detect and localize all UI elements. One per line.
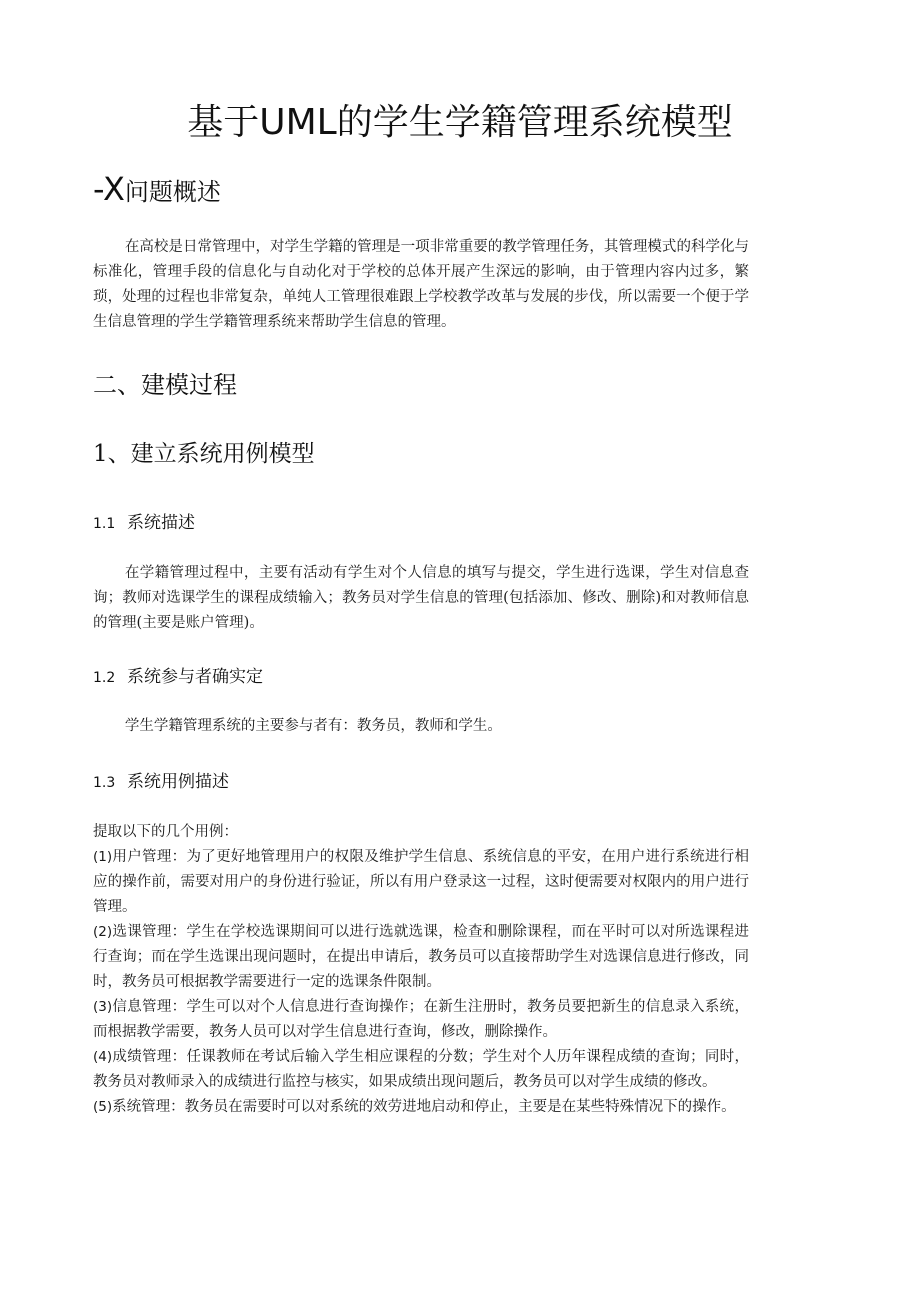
subsection-1-heading: 1、建立系统用例模型 <box>93 441 315 467</box>
section-2-heading: 二、建模过程 <box>93 371 237 399</box>
use-case-number: (1) <box>93 849 113 865</box>
use-case-text: 选课管理：学生在学校选课期间可以进行选就选课，检查和删除课程，而在平时可以对所选课程进行查询；而在学生选课出现问题时，在提出申请后，教务员可以直接帮助学生对选课信息进行修改，同时，教务员可根据教学需要进行一定的选课条件限制。 <box>93 924 749 990</box>
use-case-number: (5) <box>93 1099 113 1115</box>
use-case-item <box>93 1045 749 1095</box>
subsection-1-3-heading <box>93 769 229 796</box>
use-case-text: 系统管理：教务员在需要时可以对系统的效劳进地启动和停止，主要是在某些特殊情况下的操作。 <box>112 1099 736 1115</box>
section-1-heading <box>93 172 221 209</box>
subsection-1-2-title: 系统参与者确实定 <box>127 667 263 687</box>
subsection-1-1-paragraph: 在学籍管理过程中，主要有活动有学生对个人信息的填写与提交，学生进行选课，学生对信息查询；教师对选课学生的课程成绩输入；教务员对学生信息的管理(包括添加、修改、删除)和对教师信息的管理(主要是账户管理)。 <box>93 565 749 631</box>
use-case-number: (4) <box>93 1049 113 1065</box>
use-case-number: (3) <box>93 999 113 1015</box>
use-case-item <box>93 995 749 1045</box>
section-1-prefix: -X <box>93 170 125 208</box>
use-case-intro: 提取以下的几个用例： <box>93 824 238 840</box>
use-case-item <box>93 1095 749 1120</box>
use-case-text: 成绩管理：任课教师在考试后输入学生相应课程的分数；学生对个人历年课程成绩的查询；同时，教务员对教师录入的成绩进行监控与核实，如果成绩出现问题后，教务员可以对学生成绩的修改。 <box>93 1049 749 1090</box>
subsection-1-2-heading <box>93 664 263 691</box>
subsection-1-1-number: 1.1 <box>93 516 116 532</box>
subsection-1-1-title: 系统描述 <box>127 513 195 533</box>
subsection-1-3-number: 1.3 <box>93 775 116 791</box>
subsection-1-2-number: 1.2 <box>93 670 116 686</box>
use-case-list <box>93 820 749 1120</box>
subsection-1-2-paragraph: 学生学籍管理系统的主要参与者有：教务员，教师和学生。 <box>124 718 502 734</box>
section-1-title: 问题概述 <box>124 178 221 206</box>
use-case-number: (2) <box>93 924 113 940</box>
subsection-1-3-title: 系统用例描述 <box>127 772 229 792</box>
use-case-item <box>93 920 749 995</box>
subsection-1-1-heading <box>93 510 195 537</box>
section-1-paragraph: 在高校是日常管理中，对学生学籍的管理是一项非常重要的教学管理任务，其管理模式的科学化与标准化，管理手段的信息化与自动化对于学校的总体开展产生深远的影响，由于管理内容内过多，繁琐，处理的过程也非常复杂，单纯人工管理很难跟上学校教学改革与发展的步伐，所以需要一个便于学生信息管理的学生学籍管理系统来帮助学生信息的管理。 <box>93 239 749 330</box>
document-title: 基于UML的学生学籍管理系统模型 <box>187 102 733 143</box>
use-case-text: 信息管理：学生可以对个人信息进行查询操作；在新生注册时，教务员要把新生的信息录入系统，而根据教学需要，教务人员可以对学生信息进行查询，修改，删除操作。 <box>93 999 749 1040</box>
use-case-item <box>93 845 749 920</box>
use-case-text: 用户管理：为了更好地管理用户的权限及维护学生信息、系统信息的平安，在用户进行系统进行相应的操作前，需要对用户的身份进行验证，所以有用户登录这一过程，这时便需要对权限内的用户进行管理。 <box>93 849 749 915</box>
